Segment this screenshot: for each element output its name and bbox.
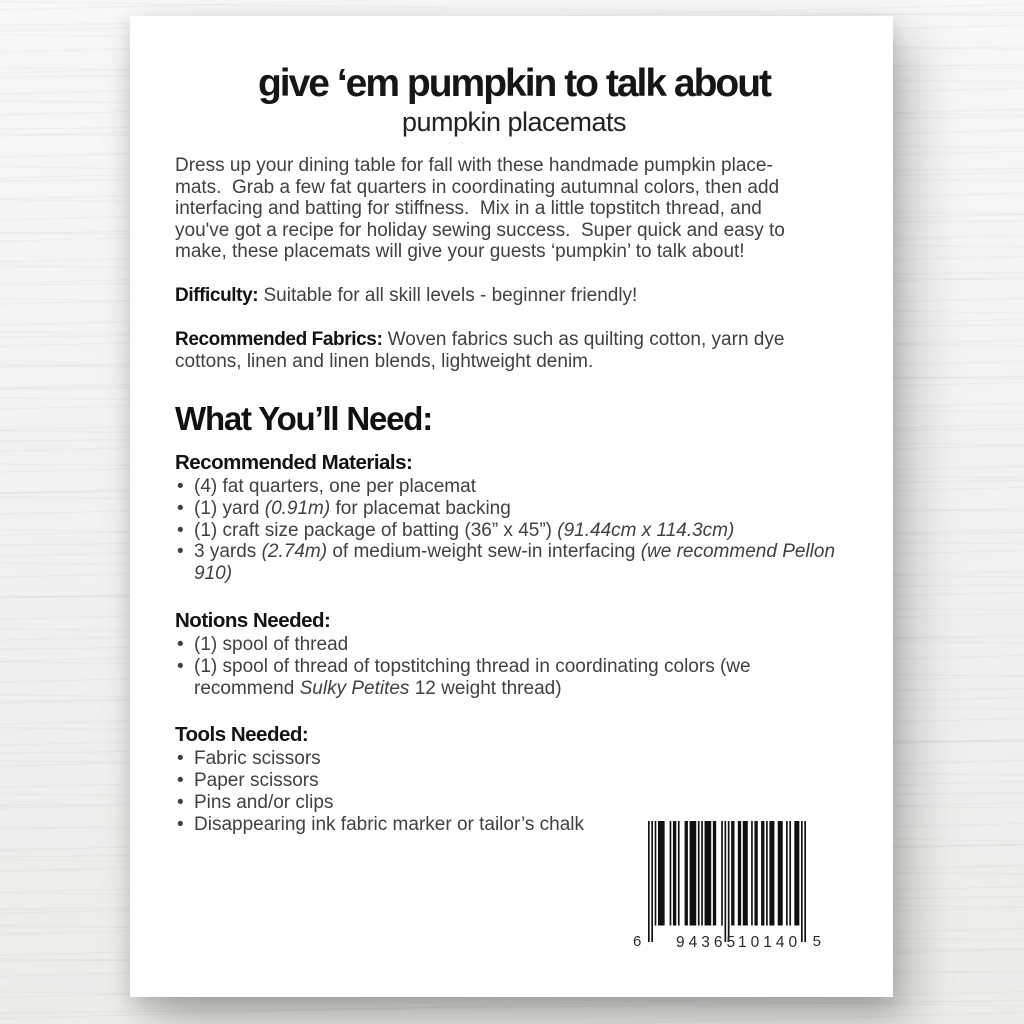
list-item-text: Pins and/or clips: [194, 791, 334, 813]
list-item-text: (2.74m): [261, 541, 328, 563]
list-item: [175, 541, 853, 585]
list-item: [175, 498, 853, 520]
list-item-text: for placemat backing: [330, 497, 511, 519]
list-item-text: (1) craft size package of batting (36” x 45”): [194, 519, 558, 541]
section-list: [175, 476, 853, 585]
section-heading: Tools Needed:: [175, 723, 309, 747]
intro-paragraph: [175, 155, 853, 263]
list-item: [175, 656, 853, 700]
fabrics-label: Recommended Fabrics:: [175, 328, 383, 350]
barcode-group2: 10140: [738, 934, 802, 951]
barcode-right-digit: 5: [812, 933, 821, 950]
section-heading: Recommended Materials:: [175, 450, 413, 474]
list-item: [175, 476, 853, 498]
section-heading: Notions Needed:: [175, 608, 331, 632]
section: [175, 451, 853, 585]
section-list: [175, 634, 853, 699]
list-item: [175, 634, 853, 656]
intro-line: make, these placemats will give your guests ‘pumpkin’ to talk about!: [175, 241, 745, 263]
fabrics-line: [175, 329, 853, 373]
list-item-text: Paper scissors: [194, 770, 319, 792]
list-item-text: (4) fat quarters, one per placemat: [194, 475, 476, 497]
needs-sections: [175, 451, 853, 836]
intro-line: you've got a recipe for holiday sewing success. Super quick and easy to: [175, 219, 785, 241]
list-item-text: Sulky Petites: [299, 677, 410, 699]
section: [175, 723, 853, 835]
page-title: give ‘em pumpkin to talk about: [257, 62, 771, 105]
intro-line: mats. Grab a few fat quarters in coordinating autumnal colors, then add: [175, 176, 780, 198]
list-item-text: (1) spool of thread: [194, 633, 349, 655]
list-item-text: of medium-weight sew-in interfacing: [327, 541, 641, 563]
list-item-text: (1) spool of thread of topstitching thread in coordinating colors (we recommend: [194, 655, 751, 699]
list-item-text: (we recommend Pellon 910): [194, 541, 836, 585]
fabrics-text: Woven fabrics such as quilting cotton, yarn dye cottons, linen and linen blends, lightweight denim.: [175, 328, 785, 372]
list-item: [175, 792, 853, 814]
difficulty-text: Suitable for all skill levels - beginner friendly!: [263, 284, 638, 306]
list-item-text: 3 yards: [194, 541, 262, 563]
difficulty-label: Difficulty:: [175, 284, 259, 306]
pattern-back-page: [130, 16, 893, 997]
list-item-text: (1) yard: [194, 497, 265, 519]
intro-line: interfacing and batting for stiffness. Mix in a little topstitch thread, and: [175, 198, 762, 220]
list-item-text: (91.44cm x 114.3cm): [557, 519, 735, 541]
what-youll-need-heading: What You’ll Need:: [175, 399, 433, 437]
barcode-bars: [648, 821, 806, 942]
list-item: [175, 770, 853, 792]
difficulty-line: [175, 285, 853, 307]
section: [175, 609, 853, 699]
barcode-left-digit: 6: [633, 933, 642, 950]
list-item-text: (0.91m): [264, 497, 331, 519]
intro-line: Dress up your dining table for fall with these handmade pumpkin place-: [175, 155, 773, 176]
list-item: [175, 520, 853, 542]
barcode-group1: 94365: [676, 934, 740, 951]
list-item-text: Fabric scissors: [194, 748, 321, 770]
list-item-text: 12 weight thread): [409, 677, 562, 699]
page-subtitle: pumpkin placemats: [401, 107, 627, 137]
list-item-text: Disappearing ink fabric marker or tailor’s chalk: [194, 813, 585, 835]
upc-barcode: [635, 821, 821, 953]
list-item: [175, 748, 853, 770]
